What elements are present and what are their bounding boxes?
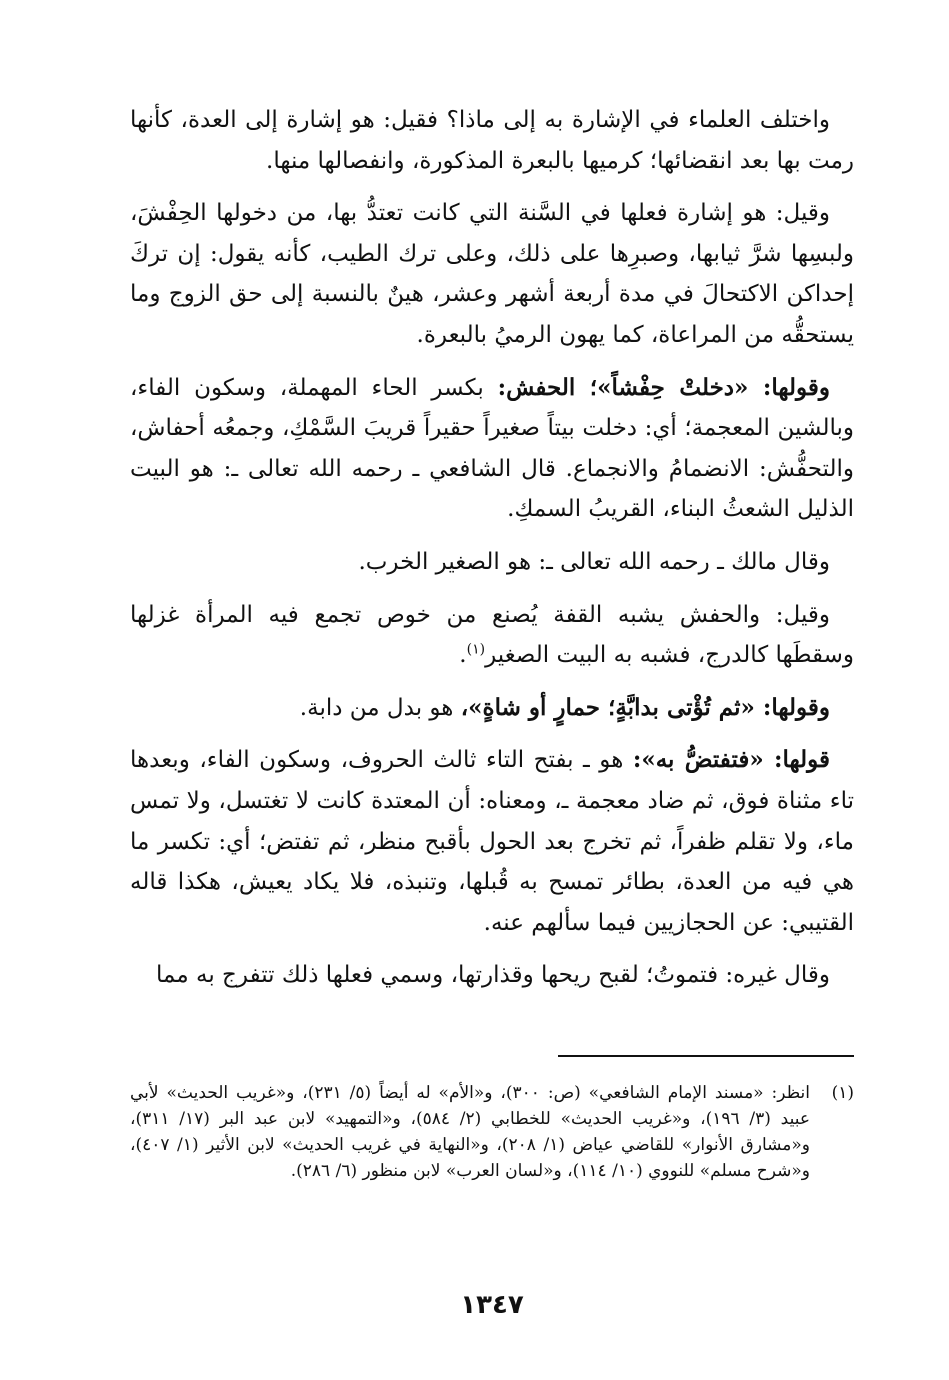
paragraph-6-text: هو بدل من دابة. bbox=[299, 694, 461, 721]
paragraph-6-lemma: وقولها: «ثم تُؤْتى بدابَّةٍ؛ حمارٍ أو شاةٍ»، bbox=[460, 693, 830, 721]
paragraph-1 bbox=[130, 100, 854, 181]
paragraph-7 bbox=[130, 740, 854, 943]
footnote-number: (١) bbox=[831, 1083, 854, 1103]
footnotes-section bbox=[130, 1080, 854, 1184]
footnote-text: انظر: «مسند الإمام الشافعي» (ص: ٣٠٠)، و«الأم» له أيضاً (٥/ ٢٣١)، و«غريب الحديث» لأبي عبيد (٣/ ١٩٦)، و«غريب الحديث» للخطابي (٢/ ٥٨٤)، و«التمهيد» لابن عبد البر (١٧/ ٣١١)، و«مشارق الأنوار» للقاضي عياض (١/ ٢٠٨)، و«النهاية في غريب الحديث» لابن الأثير (١/ ٤٠٧)، و«شرح مسلم» للنووي (١٠/ ١١٤)، و«لسان العرب» لابن منظور (٦/ ٢٨٦). bbox=[130, 1083, 811, 1181]
paragraph-4-text: وقال مالك ـ رحمه الله تعالى ـ: هو الصغير الخرب. bbox=[358, 548, 830, 575]
footnote-item bbox=[130, 1080, 854, 1184]
paragraph-3-lemma: وقولها: «دخلتْ حِفْشاً»؛ الحفش: bbox=[497, 373, 831, 401]
paragraph-8-text: وقال غيره: فتموتُ؛ لقبح ريحها وقذارتها، وسمي فعلها ذلك تتفرج به مما bbox=[156, 962, 830, 989]
paragraph-2-text: وقيل: هو إشارة فعلها في السَّنة التي كانت تعتدُّ بها، من دخولها الحِفْشَ، ولبسِها شرَّ ثيابها، وصبرِها على ذلك، وعلى ترك الطيب، كأنه يقول: إن تركَ إحداكن الاكتحالَ في مدة أربعة أشهر وعشر، هينٌ بالنسبة إلى حق الزوج وما يستحقُّه من المراعاة، كما يهون الرميُ بالبعرة. bbox=[130, 200, 854, 348]
footnote-divider bbox=[558, 1055, 854, 1057]
paragraph-8 bbox=[130, 955, 854, 996]
paragraph-3 bbox=[130, 368, 854, 530]
paragraph-3-text: بكسر الحاء المهملة، وسكون الفاء، وبالشين المعجمة؛ أي: دخلت بيتاً صغيراً حقيراً قريبَ السَّمْكِ، وجمعُه أحفاش، والتحفُّش: الانضمامُ والانجماع. قال الشافعي ـ رحمه الله تعالى ـ: هو البيت الذليل الشعثُ البناء، القريبُ السمكِ. bbox=[130, 374, 854, 523]
paragraph-5-end: . bbox=[459, 642, 467, 669]
paragraph-7-lemma: قولها: «فتفتضُّ به»: bbox=[632, 746, 830, 774]
paragraph-5-text: وقيل: والحفش يشبه القفة يُصنع من خوص تجمع فيه المرأة غزلها وسقطَها كالدرج، فشبه به البيت الصغير bbox=[130, 601, 854, 669]
paragraph-1-text: واختلف العلماء في الإشارة به إلى ماذا؟ فقيل: هو إشارة إلى العدة، كأنها رمت بها بعد انقضائها؛ كرميها بالبعرة المذكورة، وانفصالها منها. bbox=[130, 107, 854, 174]
footnote-reference[interactable]: (١) bbox=[466, 641, 486, 658]
page-number: ١٣٤٧ bbox=[460, 1290, 524, 1320]
book-page bbox=[130, 100, 854, 1360]
paragraph-7-text: هو ـ بفتح التاء ثالث الحروف، وسكون الفاء، وبعدها تاء مثناة فوق، ثم ضاد معجمة ـ، ومعناه: أن المعتدة كانت لا تغتسل، ولا تمس ماء، ولا تقلم ظفراً، ثم تخرج بعد الحول بأقبح منظر، ثم تفتض؛ أي: تكسر ما هي فيه من العدة، بطائر تمسح به قُبلها، وتنبذه، فلا يكاد يعيش، هكذا قاله القتيبي: عن الحجازيين فيما سألهم عنه. bbox=[130, 747, 854, 936]
paragraph-6 bbox=[130, 688, 854, 729]
paragraph-4 bbox=[130, 542, 854, 583]
paragraph-2 bbox=[130, 193, 854, 355]
paragraph-5 bbox=[130, 595, 854, 676]
